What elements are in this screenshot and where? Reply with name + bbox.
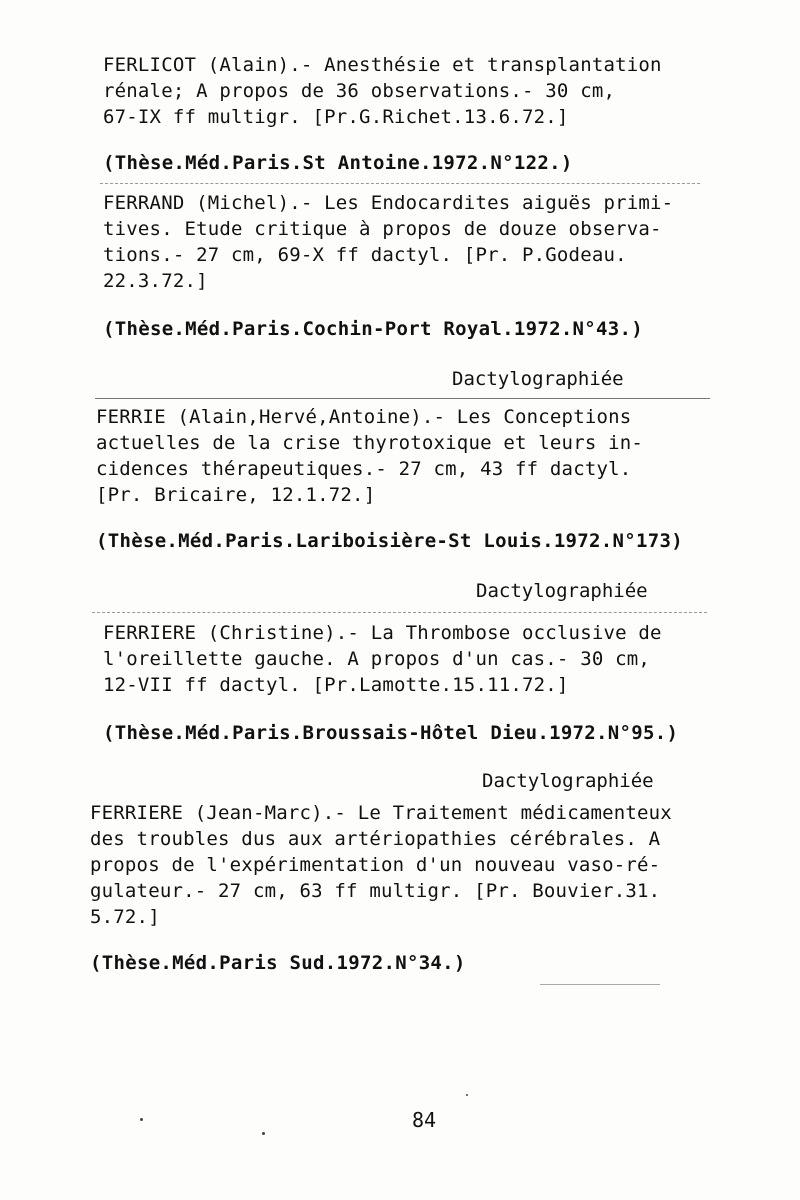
thesis-reference: (Thèse.Méd.Paris.Cochin-Port Royal.1972.N°43.) — [103, 318, 643, 340]
entry-line: FERRIE (Alain,Hervé,Antoine).- Les Conceptions — [96, 406, 632, 428]
entry-divider — [92, 612, 707, 613]
thesis-reference: (Thèse.Méd.Paris.Broussais-Hôtel Dieu.1972.N°95.) — [103, 722, 679, 744]
scan-speck — [262, 1132, 265, 1135]
thesis-reference: (Thèse.Méd.Paris.St Antoine.1972.N°122.) — [103, 152, 573, 174]
format-note: Dactylographiée — [476, 580, 648, 602]
entry-line: propos de l'expérimentation d'un nouveau vaso-ré- — [90, 854, 661, 876]
entry-line: des troubles dus aux artériopathies cérébrales. A — [90, 828, 661, 850]
entry-line: rénale; A propos de 36 observations.- 30 cm, — [103, 80, 616, 102]
entry-line: tives. Etude critique à propos de douze observa- — [103, 218, 662, 240]
entry-divider — [100, 183, 700, 184]
entry-line: [Pr. Bricaire, 12.1.72.] — [96, 484, 376, 506]
entry-line: 12-VII ff dactyl. [Pr.Lamotte.15.11.72.] — [103, 674, 569, 696]
entry-line: actuelles de la crise thyrotoxique et leurs in- — [96, 432, 644, 454]
format-note: Dactylographiée — [452, 368, 624, 390]
entry-line: tions.- 27 cm, 69-X ff dactyl. [Pr. P.Godeau. — [103, 244, 627, 266]
entry-line: 22.3.72.] — [103, 270, 208, 292]
page-number: 84 — [412, 1108, 437, 1132]
scan-speck — [140, 1118, 143, 1121]
thesis-reference: (Thèse.Méd.Paris.Lariboisière-St Louis.1972.N°173) — [96, 530, 683, 552]
entry-line: FERRIERE (Christine).- La Thrombose occlusive de — [103, 622, 662, 644]
entry-divider — [540, 984, 660, 985]
entry-line: 5.72.] — [90, 906, 160, 928]
format-note: Dactylographiée — [482, 770, 654, 792]
entry-line: cidences thérapeutiques.- 27 cm, 43 ff dactyl. — [96, 458, 632, 480]
entry-divider — [95, 398, 710, 399]
scan-speck — [466, 1094, 468, 1096]
entry-line: gulateur.- 27 cm, 63 ff multigr. [Pr. Bouvier.31. — [90, 880, 661, 902]
entry-line: 67-IX ff multigr. [Pr.G.Richet.13.6.72.] — [103, 106, 569, 128]
entry-line: FERRIERE (Jean-Marc).- Le Traitement médicamenteux — [90, 802, 672, 824]
entry-line: FERLICOT (Alain).- Anesthésie et transplantation — [103, 54, 662, 76]
entry-line: FERRAND (Michel).- Les Endocardites aiguës primi- — [103, 192, 674, 214]
thesis-reference: (Thèse.Méd.Paris Sud.1972.N°34.) — [90, 952, 466, 974]
entry-line: l'oreillette gauche. A propos d'un cas.- 30 cm, — [103, 648, 651, 670]
